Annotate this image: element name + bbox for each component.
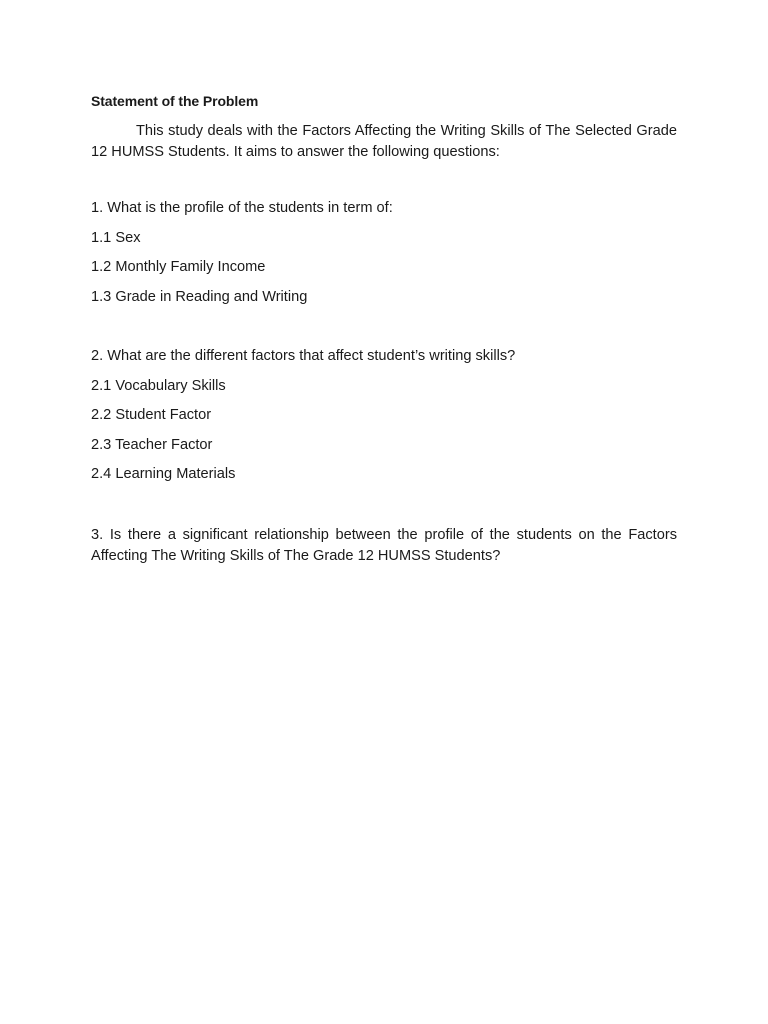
question-2-item-2: 2.2 Student Factor bbox=[91, 407, 212, 423]
question-2-item-1: 2.1 Vocabulary Skills bbox=[91, 378, 226, 394]
intro-paragraph: This study deals with the Factors Affecting the Writing Skills of The Selected Grade 12 HUMSS Students. It aims to answer the following questions: bbox=[91, 123, 677, 160]
section-heading: Statement of the Problem bbox=[91, 93, 259, 109]
question-1-item-3: 1.3 Grade in Reading and Writing bbox=[91, 289, 308, 305]
question-1: 1. What is the profile of the students in term of: bbox=[91, 200, 393, 216]
question-1-item-1: 1.1 Sex bbox=[91, 230, 141, 246]
question-1-item-2: 1.2 Monthly Family Income bbox=[91, 259, 266, 275]
question-3: 3. Is there a significant relationship between the profile of the students on the Factors Affecting The Writing Skills of The Grade 12 HUMSS Students? bbox=[91, 527, 677, 564]
question-2: 2. What are the different factors that affect student’s writing skills? bbox=[91, 348, 516, 364]
question-2-item-4: 2.4 Learning Materials bbox=[91, 466, 236, 482]
question-2-item-3: 2.3 Teacher Factor bbox=[91, 437, 213, 453]
